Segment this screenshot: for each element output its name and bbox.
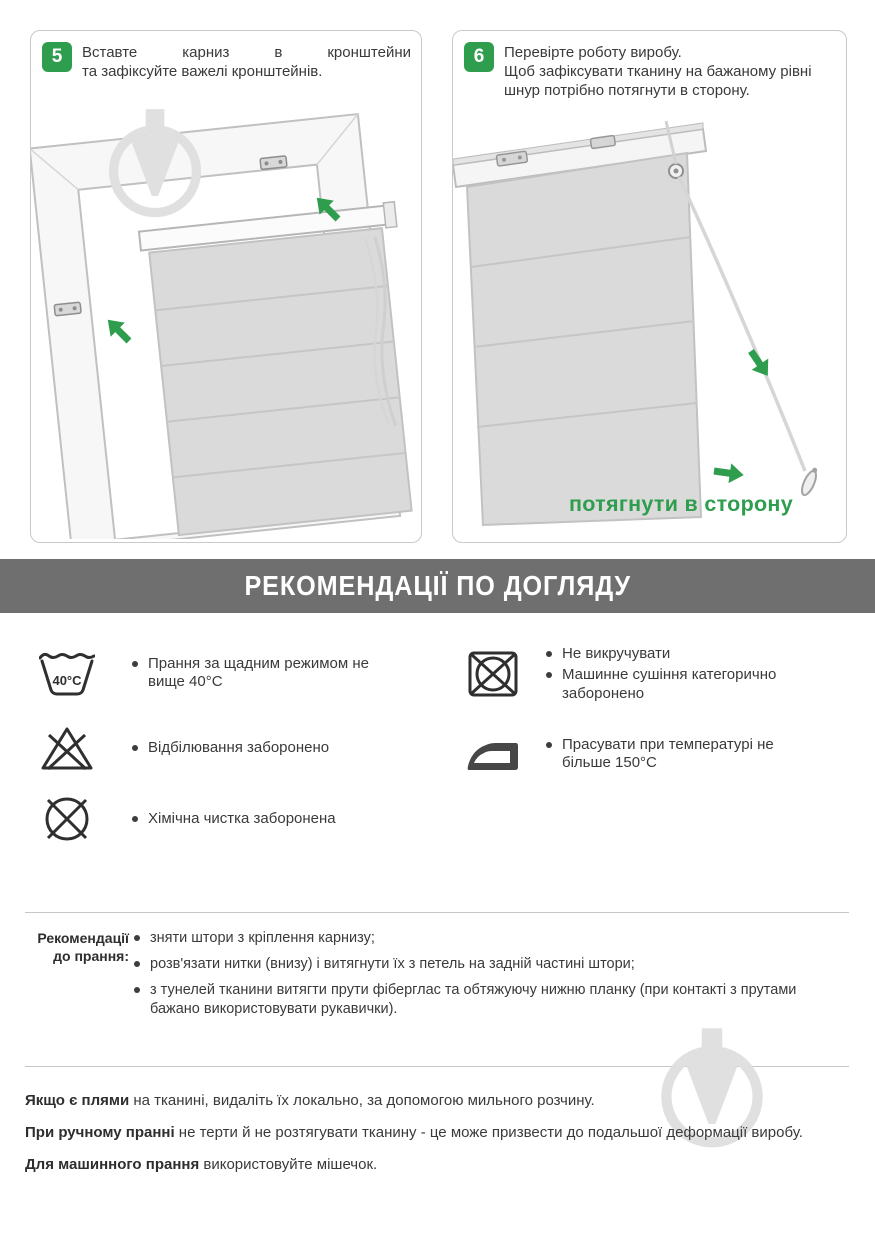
bullet-dot [134,935,140,941]
banner-title: РЕКОМЕНДАЦІЇ ПО ДОГЛЯДУ [244,570,631,601]
wash-40-icon [38,648,96,698]
bullet-dot [132,816,138,822]
list-item [134,955,850,974]
green-arrow-icon [743,345,776,381]
bullet-dot [546,651,552,657]
washing-step-text: з тунелей тканини витягти прути фіберглас та обтяжуючу нижню планку (при контакті з прутами бажано використовувати рукавички). [150,981,797,1017]
brand-watermark-icon [103,107,207,225]
note-hand-wash [25,1124,853,1143]
care-item-no-dry-cleaning [38,793,380,845]
divider [25,912,849,913]
instruction-panel-step-5 [30,30,422,543]
note-text: на тканині, видаліть їх локально, за допомогою мильного розчину. [129,1092,595,1109]
instruction-panel-step-6 [452,30,847,543]
wash-temp-label: 40°C [52,673,82,688]
bullet-dot [134,987,140,993]
no-dry-cleaning-icon [38,793,96,845]
care-text: Прання за щадним режимом не вище 40°С [148,654,369,690]
care-item-wash-40 [38,648,380,698]
note-stains [25,1092,853,1111]
step6-header [464,42,836,101]
bullet-dot [132,745,138,751]
step5-number-badge: 5 [42,42,72,72]
care-text: Не викручувати [562,645,671,662]
care-item-no-wring-no-tumble-dry [464,645,798,703]
note-text: використовуйте мішечок. [199,1155,378,1173]
step5-text-line2: та зафіксуйте важелі кронштейнів. [82,63,323,81]
care-recommendations-banner [0,559,875,613]
list-item [134,929,850,948]
no-bleach-icon [38,724,96,772]
washing-recommendations-label: Рекомендації до прання: [37,930,129,964]
step6-text-line2: Щоб зафіксувати тканину на бажаному рівні [504,63,812,81]
bullet-dot [546,672,552,678]
cord-tassel [799,466,820,497]
step5-text [82,42,411,81]
bullet-dot [132,661,138,667]
note-text: не терти й не розтягувати тканину - це може призвести до подальшої деформації виробу. [174,1123,803,1141]
list-item [134,981,850,1019]
bracket-icon [54,302,81,316]
washing-recommendations-list [134,929,850,1018]
note-machine-wash [25,1156,853,1175]
care-item-iron-max-150 [464,733,798,775]
step5-header [42,42,411,81]
step6-number-badge: 6 [464,42,494,72]
care-text: Прасувати при температурі не більше 150°С [562,735,774,771]
blind-fabric [467,153,701,525]
step5-illustration [31,107,421,539]
step5-text-line1: Вставте карниз в кронштейни [82,44,411,61]
bullet-dot [546,742,552,748]
washing-step-text: зняти штори з кріплення карнизу; [150,930,375,946]
bottom-notes [25,1092,853,1187]
pull-aside-caption: потягнути в сторону [569,492,793,516]
bracket-icon [260,156,287,170]
care-text: Машинне сушіння категорично заборонено [562,666,777,702]
note-bold-lead: Для машинного прання [25,1155,200,1173]
care-item-no-bleach [38,724,380,772]
no-wring-no-tumble-dry-icon [464,650,522,698]
green-arrow-icon [713,461,745,485]
care-text: Хімічна чистка заборонена [148,809,336,827]
washing-step-text: розв'язати нитки (внизу) і витягнути їх з петель на задній частині штори; [150,955,635,972]
blind-fabric [149,228,411,535]
bullet-dot [134,961,140,967]
step6-text-line3: шнур потрібно потягнути в сторону. [504,82,750,100]
step6-text-line1: Перевірте роботу виробу. [504,44,682,61]
iron-max-150-icon [464,733,522,775]
step6-text [504,42,836,101]
note-bold-lead: При ручному пранні [25,1123,175,1141]
note-bold-lead: Якщо є плями [25,1092,130,1109]
step6-illustration [453,115,843,543]
care-text: Відбілювання заборонено [148,738,330,756]
